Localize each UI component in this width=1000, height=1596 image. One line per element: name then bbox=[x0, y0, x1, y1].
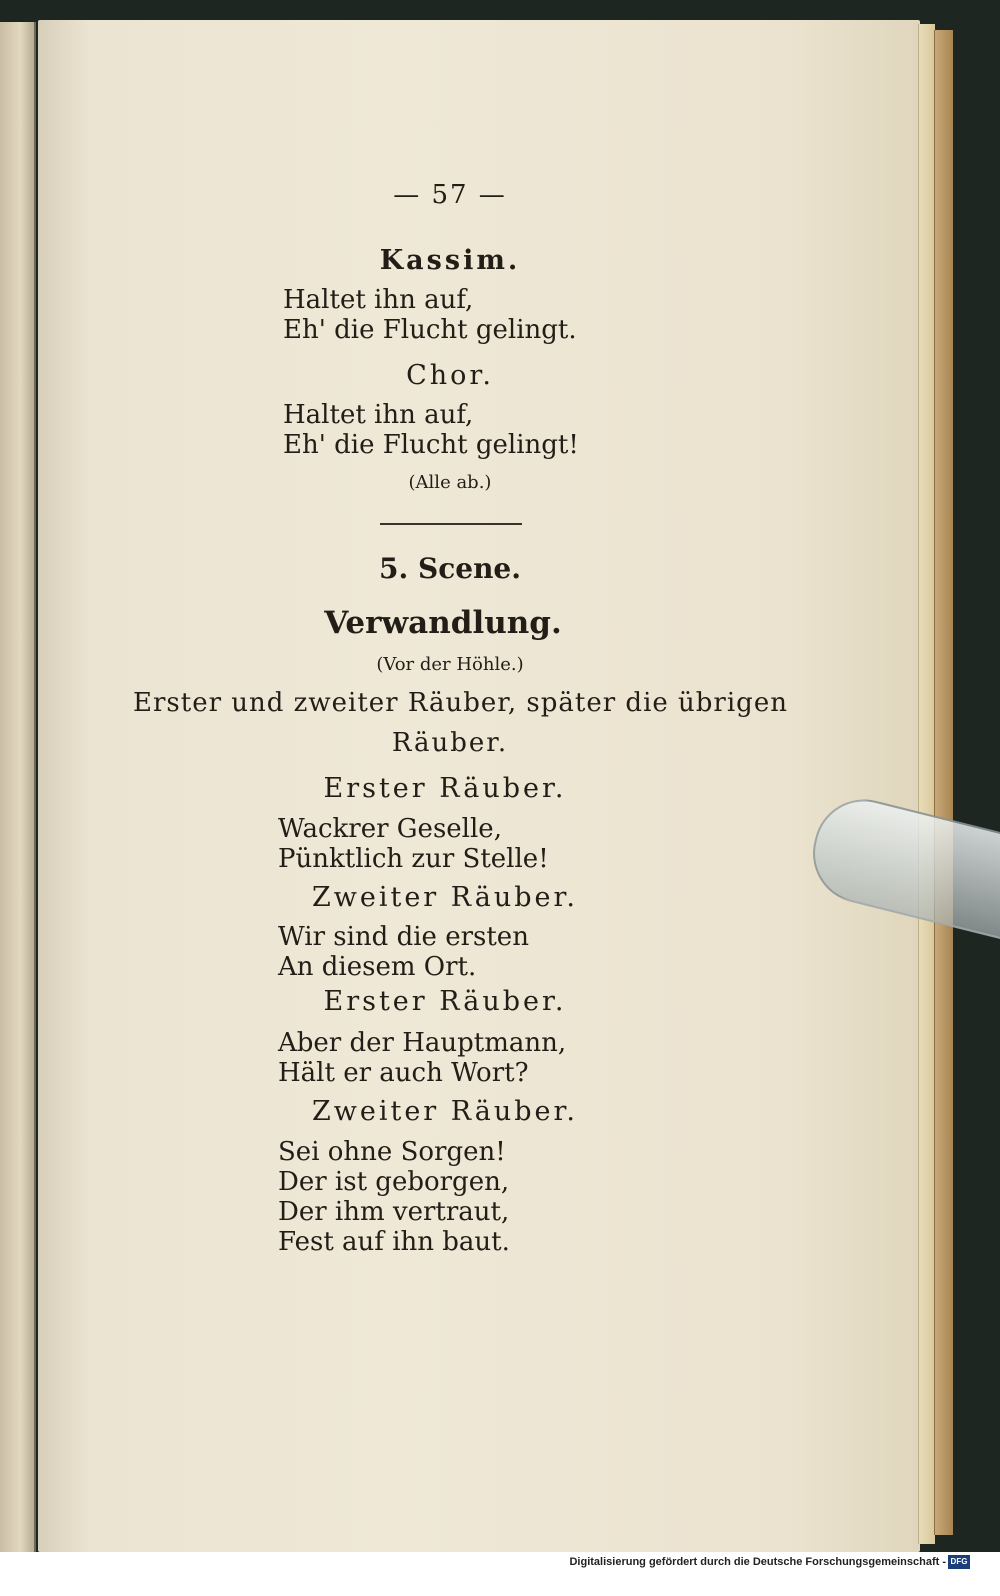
speaker-name: Chor. bbox=[406, 360, 494, 391]
speaker-name: Erster Räuber. bbox=[323, 986, 567, 1017]
verse-line: Der ihm vertraut, bbox=[278, 1197, 510, 1227]
stage-direction: (Alle ab.) bbox=[408, 472, 492, 493]
verse-line: Eh' die Flucht gelingt. bbox=[283, 315, 577, 345]
page-stack-edge bbox=[918, 24, 935, 1544]
verse-line: Fest auf ihn baut. bbox=[278, 1227, 510, 1257]
page-number: — 57 — bbox=[393, 180, 507, 210]
book-cover-edge bbox=[934, 30, 953, 1535]
funding-credit: Digitalisierung gefördert durch die Deutsche Forschungsgemeinschaft - bbox=[569, 1556, 946, 1568]
verse-line: Hält er auch Wort? bbox=[278, 1058, 529, 1088]
cast-list: Räuber. bbox=[391, 728, 509, 758]
speaker-name: Zweiter Räuber. bbox=[311, 882, 579, 913]
verse-line: Aber der Hauptmann, bbox=[278, 1028, 567, 1058]
verse-line: Wackrer Geselle, bbox=[278, 814, 502, 844]
verse-line: Haltet ihn auf, bbox=[283, 400, 474, 430]
verse-line: An diesem Ort. bbox=[278, 952, 477, 982]
verse-line: Wir sind die ersten bbox=[278, 922, 529, 952]
cast-list: Erster und zweiter Räuber, später die übrigen bbox=[133, 688, 788, 718]
speaker-name: Kassim. bbox=[379, 245, 521, 276]
stage-direction: (Vor der Höhle.) bbox=[376, 654, 524, 675]
verse-line: Sei ohne Sorgen! bbox=[278, 1137, 506, 1167]
facing-page-edge bbox=[0, 22, 36, 1552]
scene-heading: Verwandlung. bbox=[324, 605, 562, 641]
verse-line: Der ist geborgen, bbox=[278, 1167, 510, 1197]
scene-title: 5. Scene. bbox=[379, 552, 521, 585]
section-divider bbox=[380, 523, 522, 525]
speaker-name: Zweiter Räuber. bbox=[311, 1096, 579, 1127]
verse-line: Eh' die Flucht gelingt! bbox=[283, 430, 579, 460]
dfg-logo: DFG bbox=[948, 1555, 970, 1569]
verse-line: Haltet ihn auf, bbox=[283, 285, 474, 315]
verse-line: Pünktlich zur Stelle! bbox=[278, 844, 549, 874]
speaker-name: Erster Räuber. bbox=[323, 773, 567, 804]
